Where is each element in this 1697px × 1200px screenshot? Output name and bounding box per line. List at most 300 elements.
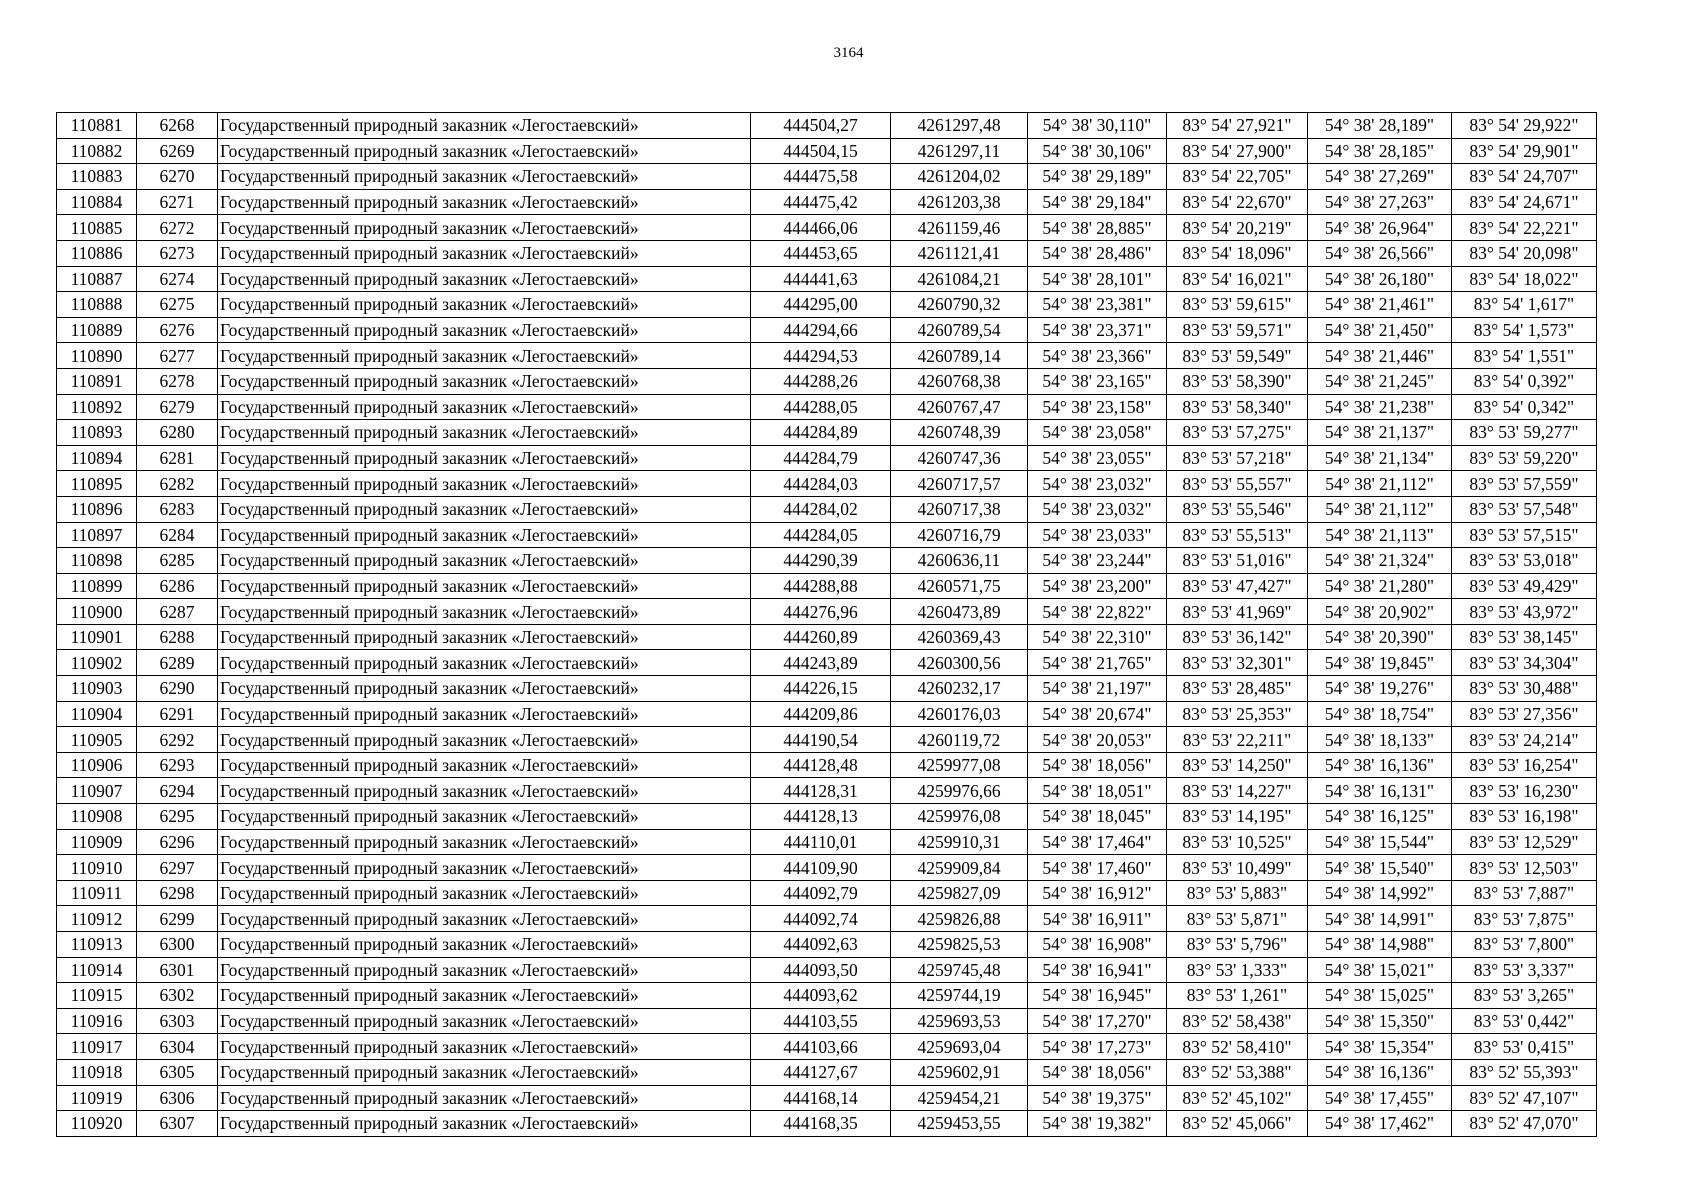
point-number-cell: 6285	[137, 548, 218, 574]
record-number-cell: 110882	[57, 138, 137, 164]
territory-name-cell: Государственный природный заказник «Легостаевский»	[218, 496, 751, 522]
table-row	[57, 855, 1597, 881]
longitude-2-cell: 83° 54' 29,922"	[1452, 113, 1597, 139]
latitude-1-cell: 54° 38' 23,032"	[1028, 496, 1167, 522]
record-number-cell: 110907	[57, 778, 137, 804]
table-row	[57, 804, 1597, 830]
latitude-1-cell: 54° 38' 23,381"	[1028, 292, 1167, 318]
longitude-2-cell: 83° 53' 12,503"	[1452, 855, 1597, 881]
y-coordinate-cell: 4260789,14	[891, 343, 1028, 369]
latitude-1-cell: 54° 38' 29,189"	[1028, 164, 1167, 190]
y-coordinate-cell: 4259976,08	[891, 804, 1028, 830]
latitude-2-cell: 54° 38' 27,269"	[1308, 164, 1452, 190]
x-coordinate-cell: 444284,79	[751, 445, 891, 471]
latitude-1-cell: 54° 38' 23,032"	[1028, 471, 1167, 497]
longitude-2-cell: 83° 54' 24,707"	[1452, 164, 1597, 190]
table-row	[57, 113, 1597, 139]
latitude-1-cell: 54° 38' 16,908"	[1028, 932, 1167, 958]
point-number-cell: 6302	[137, 983, 218, 1009]
x-coordinate-cell: 444284,89	[751, 420, 891, 446]
table-row	[57, 240, 1597, 266]
point-number-cell: 6304	[137, 1034, 218, 1060]
territory-name-cell: Государственный природный заказник «Легостаевский»	[218, 548, 751, 574]
y-coordinate-cell: 4259693,04	[891, 1034, 1028, 1060]
latitude-2-cell: 54° 38' 14,988"	[1308, 932, 1452, 958]
latitude-2-cell: 54° 38' 28,185"	[1308, 138, 1452, 164]
latitude-1-cell: 54° 38' 30,106"	[1028, 138, 1167, 164]
latitude-1-cell: 54° 38' 16,941"	[1028, 957, 1167, 983]
record-number-cell: 110908	[57, 804, 137, 830]
point-number-cell: 6279	[137, 394, 218, 420]
longitude-2-cell: 83° 53' 3,265"	[1452, 983, 1597, 1009]
longitude-1-cell: 83° 53' 36,142"	[1167, 624, 1308, 650]
territory-name-cell: Государственный природный заказник «Легостаевский»	[218, 471, 751, 497]
table-row	[57, 1034, 1597, 1060]
x-coordinate-cell: 444168,14	[751, 1085, 891, 1111]
longitude-1-cell: 83° 53' 55,546"	[1167, 496, 1308, 522]
territory-name-cell: Государственный природный заказник «Легостаевский»	[218, 1059, 751, 1085]
record-number-cell: 110889	[57, 317, 137, 343]
longitude-2-cell: 83° 52' 55,393"	[1452, 1059, 1597, 1085]
x-coordinate-cell: 444260,89	[751, 624, 891, 650]
table-row	[57, 650, 1597, 676]
territory-name-cell: Государственный природный заказник «Легостаевский»	[218, 394, 751, 420]
x-coordinate-cell: 444128,31	[751, 778, 891, 804]
latitude-2-cell: 54° 38' 17,455"	[1308, 1085, 1452, 1111]
x-coordinate-cell: 444288,88	[751, 573, 891, 599]
latitude-1-cell: 54° 38' 17,273"	[1028, 1034, 1167, 1060]
y-coordinate-cell: 4259977,08	[891, 752, 1028, 778]
y-coordinate-cell: 4260768,38	[891, 368, 1028, 394]
y-coordinate-cell: 4260176,03	[891, 701, 1028, 727]
longitude-2-cell: 83° 54' 22,221"	[1452, 215, 1597, 241]
latitude-1-cell: 54° 38' 22,310"	[1028, 624, 1167, 650]
latitude-1-cell: 54° 38' 16,911"	[1028, 906, 1167, 932]
y-coordinate-cell: 4260716,79	[891, 522, 1028, 548]
y-coordinate-cell: 4260748,39	[891, 420, 1028, 446]
longitude-2-cell: 83° 53' 0,415"	[1452, 1034, 1597, 1060]
x-coordinate-cell: 444284,02	[751, 496, 891, 522]
y-coordinate-cell: 4260747,36	[891, 445, 1028, 471]
longitude-2-cell: 83° 54' 0,342"	[1452, 394, 1597, 420]
longitude-2-cell: 83° 53' 16,230"	[1452, 778, 1597, 804]
territory-name-cell: Государственный природный заказник «Легостаевский»	[218, 266, 751, 292]
territory-name-cell: Государственный природный заказник «Легостаевский»	[218, 573, 751, 599]
territory-name-cell: Государственный природный заказник «Легостаевский»	[218, 957, 751, 983]
point-number-cell: 6306	[137, 1085, 218, 1111]
x-coordinate-cell: 444284,05	[751, 522, 891, 548]
point-number-cell: 6288	[137, 624, 218, 650]
record-number-cell: 110919	[57, 1085, 137, 1111]
latitude-1-cell: 54° 38' 18,056"	[1028, 752, 1167, 778]
longitude-2-cell: 83° 54' 20,098"	[1452, 240, 1597, 266]
y-coordinate-cell: 4260790,32	[891, 292, 1028, 318]
x-coordinate-cell: 444504,15	[751, 138, 891, 164]
longitude-2-cell: 83° 53' 27,356"	[1452, 701, 1597, 727]
latitude-2-cell: 54° 38' 21,461"	[1308, 292, 1452, 318]
point-number-cell: 6272	[137, 215, 218, 241]
record-number-cell: 110916	[57, 1008, 137, 1034]
page-number: 3164	[833, 45, 864, 61]
latitude-1-cell: 54° 38' 22,822"	[1028, 599, 1167, 625]
longitude-1-cell: 83° 53' 47,427"	[1167, 573, 1308, 599]
latitude-2-cell: 54° 38' 16,125"	[1308, 804, 1452, 830]
territory-name-cell: Государственный природный заказник «Легостаевский»	[218, 189, 751, 215]
record-number-cell: 110910	[57, 855, 137, 881]
latitude-1-cell: 54° 38' 23,165"	[1028, 368, 1167, 394]
longitude-2-cell: 83° 54' 29,901"	[1452, 138, 1597, 164]
latitude-2-cell: 54° 38' 18,754"	[1308, 701, 1452, 727]
latitude-2-cell: 54° 38' 16,136"	[1308, 1059, 1452, 1085]
table-row	[57, 292, 1597, 318]
latitude-2-cell: 54° 38' 19,845"	[1308, 650, 1452, 676]
longitude-1-cell: 83° 54' 27,900"	[1167, 138, 1308, 164]
latitude-1-cell: 54° 38' 28,101"	[1028, 266, 1167, 292]
x-coordinate-cell: 444103,55	[751, 1008, 891, 1034]
longitude-2-cell: 83° 53' 57,559"	[1452, 471, 1597, 497]
point-number-cell: 6292	[137, 727, 218, 753]
territory-name-cell: Государственный природный заказник «Легостаевский»	[218, 292, 751, 318]
longitude-1-cell: 83° 53' 5,883"	[1167, 880, 1308, 906]
point-number-cell: 6284	[137, 522, 218, 548]
x-coordinate-cell: 444243,89	[751, 650, 891, 676]
longitude-1-cell: 83° 54' 20,219"	[1167, 215, 1308, 241]
territory-name-cell: Государственный природный заказник «Легостаевский»	[218, 676, 751, 702]
x-coordinate-cell: 444294,53	[751, 343, 891, 369]
latitude-1-cell: 54° 38' 21,197"	[1028, 676, 1167, 702]
longitude-2-cell: 83° 54' 1,551"	[1452, 343, 1597, 369]
latitude-2-cell: 54° 38' 26,180"	[1308, 266, 1452, 292]
latitude-2-cell: 54° 38' 15,540"	[1308, 855, 1452, 881]
longitude-1-cell: 83° 54' 22,705"	[1167, 164, 1308, 190]
point-number-cell: 6274	[137, 266, 218, 292]
table-row	[57, 368, 1597, 394]
latitude-1-cell: 54° 38' 23,366"	[1028, 343, 1167, 369]
table-row	[57, 701, 1597, 727]
table-row	[57, 522, 1597, 548]
latitude-1-cell: 54° 38' 23,200"	[1028, 573, 1167, 599]
table-row	[57, 266, 1597, 292]
x-coordinate-cell: 444441,63	[751, 266, 891, 292]
record-number-cell: 110886	[57, 240, 137, 266]
latitude-1-cell: 54° 38' 19,382"	[1028, 1111, 1167, 1137]
y-coordinate-cell: 4260232,17	[891, 676, 1028, 702]
x-coordinate-cell: 444276,96	[751, 599, 891, 625]
point-number-cell: 6295	[137, 804, 218, 830]
longitude-2-cell: 83° 53' 3,337"	[1452, 957, 1597, 983]
y-coordinate-cell: 4259744,19	[891, 983, 1028, 1009]
longitude-2-cell: 83° 53' 16,254"	[1452, 752, 1597, 778]
latitude-2-cell: 54° 38' 21,112"	[1308, 471, 1452, 497]
point-number-cell: 6291	[137, 701, 218, 727]
territory-name-cell: Государственный природный заказник «Легостаевский»	[218, 855, 751, 881]
record-number-cell: 110911	[57, 880, 137, 906]
latitude-1-cell: 54° 38' 28,885"	[1028, 215, 1167, 241]
x-coordinate-cell: 444294,66	[751, 317, 891, 343]
longitude-2-cell: 83° 54' 1,573"	[1452, 317, 1597, 343]
point-number-cell: 6286	[137, 573, 218, 599]
longitude-2-cell: 83° 53' 7,887"	[1452, 880, 1597, 906]
longitude-1-cell: 83° 53' 32,301"	[1167, 650, 1308, 676]
longitude-2-cell: 83° 54' 1,617"	[1452, 292, 1597, 318]
record-number-cell: 110894	[57, 445, 137, 471]
y-coordinate-cell: 4259825,53	[891, 932, 1028, 958]
y-coordinate-cell: 4260636,11	[891, 548, 1028, 574]
latitude-1-cell: 54° 38' 23,058"	[1028, 420, 1167, 446]
table-row	[57, 445, 1597, 471]
latitude-1-cell: 54° 38' 20,674"	[1028, 701, 1167, 727]
longitude-1-cell: 83° 52' 53,388"	[1167, 1059, 1308, 1085]
table-row	[57, 906, 1597, 932]
latitude-2-cell: 54° 38' 16,136"	[1308, 752, 1452, 778]
coordinates-table	[56, 112, 1597, 1137]
y-coordinate-cell: 4260717,38	[891, 496, 1028, 522]
territory-name-cell: Государственный природный заказник «Легостаевский»	[218, 445, 751, 471]
record-number-cell: 110892	[57, 394, 137, 420]
record-number-cell: 110913	[57, 932, 137, 958]
latitude-2-cell: 54° 38' 21,113"	[1308, 522, 1452, 548]
record-number-cell: 110920	[57, 1111, 137, 1137]
point-number-cell: 6271	[137, 189, 218, 215]
latitude-2-cell: 54° 38' 21,134"	[1308, 445, 1452, 471]
x-coordinate-cell: 444290,39	[751, 548, 891, 574]
latitude-1-cell: 54° 38' 18,056"	[1028, 1059, 1167, 1085]
x-coordinate-cell: 444226,15	[751, 676, 891, 702]
latitude-1-cell: 54° 38' 18,051"	[1028, 778, 1167, 804]
longitude-1-cell: 83° 53' 59,615"	[1167, 292, 1308, 318]
y-coordinate-cell: 4260767,47	[891, 394, 1028, 420]
x-coordinate-cell: 444128,13	[751, 804, 891, 830]
record-number-cell: 110909	[57, 829, 137, 855]
latitude-2-cell: 54° 38' 27,263"	[1308, 189, 1452, 215]
territory-name-cell: Государственный природный заказник «Легостаевский»	[218, 727, 751, 753]
longitude-2-cell: 83° 52' 47,070"	[1452, 1111, 1597, 1137]
territory-name-cell: Государственный природный заказник «Легостаевский»	[218, 1111, 751, 1137]
table-row	[57, 829, 1597, 855]
longitude-2-cell: 83° 53' 7,800"	[1452, 932, 1597, 958]
record-number-cell: 110890	[57, 343, 137, 369]
longitude-1-cell: 83° 52' 58,410"	[1167, 1034, 1308, 1060]
latitude-2-cell: 54° 38' 26,566"	[1308, 240, 1452, 266]
record-number-cell: 110881	[57, 113, 137, 139]
latitude-2-cell: 54° 38' 15,021"	[1308, 957, 1452, 983]
territory-name-cell: Государственный природный заказник «Легостаевский»	[218, 752, 751, 778]
x-coordinate-cell: 444092,74	[751, 906, 891, 932]
y-coordinate-cell: 4259453,55	[891, 1111, 1028, 1137]
x-coordinate-cell: 444475,58	[751, 164, 891, 190]
table-row	[57, 1111, 1597, 1137]
longitude-2-cell: 83° 53' 59,220"	[1452, 445, 1597, 471]
point-number-cell: 6273	[137, 240, 218, 266]
point-number-cell: 6296	[137, 829, 218, 855]
point-number-cell: 6277	[137, 343, 218, 369]
territory-name-cell: Государственный природный заказник «Легостаевский»	[218, 343, 751, 369]
point-number-cell: 6303	[137, 1008, 218, 1034]
longitude-1-cell: 83° 53' 59,549"	[1167, 343, 1308, 369]
territory-name-cell: Государственный природный заказник «Легостаевский»	[218, 599, 751, 625]
record-number-cell: 110884	[57, 189, 137, 215]
latitude-2-cell: 54° 38' 26,964"	[1308, 215, 1452, 241]
record-number-cell: 110901	[57, 624, 137, 650]
table-row	[57, 138, 1597, 164]
point-number-cell: 6289	[137, 650, 218, 676]
longitude-2-cell: 83° 52' 47,107"	[1452, 1085, 1597, 1111]
latitude-2-cell: 54° 38' 15,544"	[1308, 829, 1452, 855]
table-row	[57, 1059, 1597, 1085]
y-coordinate-cell: 4260717,57	[891, 471, 1028, 497]
latitude-1-cell: 54° 38' 29,184"	[1028, 189, 1167, 215]
point-number-cell: 6280	[137, 420, 218, 446]
table-row	[57, 189, 1597, 215]
longitude-1-cell: 83° 54' 22,670"	[1167, 189, 1308, 215]
table-row	[57, 752, 1597, 778]
longitude-2-cell: 83° 53' 30,488"	[1452, 676, 1597, 702]
longitude-2-cell: 83° 53' 12,529"	[1452, 829, 1597, 855]
longitude-1-cell: 83° 53' 22,211"	[1167, 727, 1308, 753]
x-coordinate-cell: 444190,54	[751, 727, 891, 753]
longitude-1-cell: 83° 53' 57,218"	[1167, 445, 1308, 471]
territory-name-cell: Государственный природный заказник «Легостаевский»	[218, 880, 751, 906]
longitude-1-cell: 83° 52' 58,438"	[1167, 1008, 1308, 1034]
record-number-cell: 110885	[57, 215, 137, 241]
point-number-cell: 6299	[137, 906, 218, 932]
x-coordinate-cell: 444209,86	[751, 701, 891, 727]
record-number-cell: 110897	[57, 522, 137, 548]
record-number-cell: 110902	[57, 650, 137, 676]
latitude-2-cell: 54° 38' 18,133"	[1308, 727, 1452, 753]
y-coordinate-cell: 4261297,48	[891, 113, 1028, 139]
longitude-1-cell: 83° 53' 55,513"	[1167, 522, 1308, 548]
record-number-cell: 110918	[57, 1059, 137, 1085]
x-coordinate-cell: 444109,90	[751, 855, 891, 881]
record-number-cell: 110912	[57, 906, 137, 932]
record-number-cell: 110900	[57, 599, 137, 625]
territory-name-cell: Государственный природный заказник «Легостаевский»	[218, 1085, 751, 1111]
latitude-2-cell: 54° 38' 28,189"	[1308, 113, 1452, 139]
latitude-2-cell: 54° 38' 16,131"	[1308, 778, 1452, 804]
record-number-cell: 110914	[57, 957, 137, 983]
point-number-cell: 6307	[137, 1111, 218, 1137]
x-coordinate-cell: 444103,66	[751, 1034, 891, 1060]
territory-name-cell: Государственный природный заказник «Легостаевский»	[218, 804, 751, 830]
latitude-2-cell: 54° 38' 15,025"	[1308, 983, 1452, 1009]
longitude-2-cell: 83° 53' 7,875"	[1452, 906, 1597, 932]
latitude-1-cell: 54° 38' 23,371"	[1028, 317, 1167, 343]
longitude-1-cell: 83° 53' 1,333"	[1167, 957, 1308, 983]
latitude-1-cell: 54° 38' 17,464"	[1028, 829, 1167, 855]
point-number-cell: 6305	[137, 1059, 218, 1085]
latitude-1-cell: 54° 38' 16,945"	[1028, 983, 1167, 1009]
longitude-1-cell: 83° 53' 5,871"	[1167, 906, 1308, 932]
longitude-2-cell: 83° 53' 24,214"	[1452, 727, 1597, 753]
table-body	[57, 113, 1597, 1137]
longitude-2-cell: 83° 54' 0,392"	[1452, 368, 1597, 394]
territory-name-cell: Государственный природный заказник «Легостаевский»	[218, 624, 751, 650]
table-row	[57, 778, 1597, 804]
y-coordinate-cell: 4261203,38	[891, 189, 1028, 215]
territory-name-cell: Государственный природный заказник «Легостаевский»	[218, 906, 751, 932]
x-coordinate-cell: 444092,63	[751, 932, 891, 958]
longitude-2-cell: 83° 53' 0,442"	[1452, 1008, 1597, 1034]
latitude-2-cell: 54° 38' 21,137"	[1308, 420, 1452, 446]
longitude-1-cell: 83° 53' 57,275"	[1167, 420, 1308, 446]
longitude-1-cell: 83° 53' 14,250"	[1167, 752, 1308, 778]
longitude-2-cell: 83° 53' 49,429"	[1452, 573, 1597, 599]
record-number-cell: 110895	[57, 471, 137, 497]
longitude-2-cell: 83° 53' 16,198"	[1452, 804, 1597, 830]
territory-name-cell: Государственный природный заказник «Легостаевский»	[218, 138, 751, 164]
longitude-2-cell: 83° 53' 53,018"	[1452, 548, 1597, 574]
latitude-2-cell: 54° 38' 20,390"	[1308, 624, 1452, 650]
record-number-cell: 110917	[57, 1034, 137, 1060]
y-coordinate-cell: 4259602,91	[891, 1059, 1028, 1085]
y-coordinate-cell: 4260571,75	[891, 573, 1028, 599]
longitude-1-cell: 83° 52' 45,066"	[1167, 1111, 1308, 1137]
point-number-cell: 6268	[137, 113, 218, 139]
table-row	[57, 215, 1597, 241]
longitude-1-cell: 83° 53' 10,525"	[1167, 829, 1308, 855]
x-coordinate-cell: 444475,42	[751, 189, 891, 215]
x-coordinate-cell: 444504,27	[751, 113, 891, 139]
latitude-2-cell: 54° 38' 21,446"	[1308, 343, 1452, 369]
latitude-2-cell: 54° 38' 21,112"	[1308, 496, 1452, 522]
table-row	[57, 343, 1597, 369]
table-row	[57, 880, 1597, 906]
longitude-1-cell: 83° 53' 41,969"	[1167, 599, 1308, 625]
x-coordinate-cell: 444453,65	[751, 240, 891, 266]
longitude-1-cell: 83° 53' 59,571"	[1167, 317, 1308, 343]
y-coordinate-cell: 4261121,41	[891, 240, 1028, 266]
latitude-1-cell: 54° 38' 23,158"	[1028, 394, 1167, 420]
latitude-2-cell: 54° 38' 21,450"	[1308, 317, 1452, 343]
territory-name-cell: Государственный природный заказник «Легостаевский»	[218, 240, 751, 266]
table-row	[57, 1008, 1597, 1034]
y-coordinate-cell: 4259826,88	[891, 906, 1028, 932]
table-row	[57, 317, 1597, 343]
table-row	[57, 496, 1597, 522]
territory-name-cell: Государственный природный заказник «Легостаевский»	[218, 522, 751, 548]
x-coordinate-cell: 444110,01	[751, 829, 891, 855]
latitude-1-cell: 54° 38' 16,912"	[1028, 880, 1167, 906]
latitude-2-cell: 54° 38' 21,324"	[1308, 548, 1452, 574]
longitude-2-cell: 83° 53' 38,145"	[1452, 624, 1597, 650]
latitude-1-cell: 54° 38' 21,765"	[1028, 650, 1167, 676]
point-number-cell: 6281	[137, 445, 218, 471]
territory-name-cell: Государственный природный заказник «Легостаевский»	[218, 113, 751, 139]
latitude-2-cell: 54° 38' 14,991"	[1308, 906, 1452, 932]
y-coordinate-cell: 4260789,54	[891, 317, 1028, 343]
table-row	[57, 420, 1597, 446]
x-coordinate-cell: 444168,35	[751, 1111, 891, 1137]
y-coordinate-cell: 4260119,72	[891, 727, 1028, 753]
point-number-cell: 6293	[137, 752, 218, 778]
territory-name-cell: Государственный природный заказник «Легостаевский»	[218, 215, 751, 241]
longitude-1-cell: 83° 53' 55,557"	[1167, 471, 1308, 497]
latitude-1-cell: 54° 38' 30,110"	[1028, 113, 1167, 139]
latitude-1-cell: 54° 38' 20,053"	[1028, 727, 1167, 753]
x-coordinate-cell: 444295,00	[751, 292, 891, 318]
latitude-2-cell: 54° 38' 15,350"	[1308, 1008, 1452, 1034]
territory-name-cell: Государственный природный заказник «Легостаевский»	[218, 1034, 751, 1060]
y-coordinate-cell: 4261297,11	[891, 138, 1028, 164]
record-number-cell: 110887	[57, 266, 137, 292]
record-number-cell: 110883	[57, 164, 137, 190]
point-number-cell: 6297	[137, 855, 218, 881]
latitude-2-cell: 54° 38' 17,462"	[1308, 1111, 1452, 1137]
territory-name-cell: Государственный природный заказник «Легостаевский»	[218, 368, 751, 394]
x-coordinate-cell: 444288,26	[751, 368, 891, 394]
table-row	[57, 1085, 1597, 1111]
